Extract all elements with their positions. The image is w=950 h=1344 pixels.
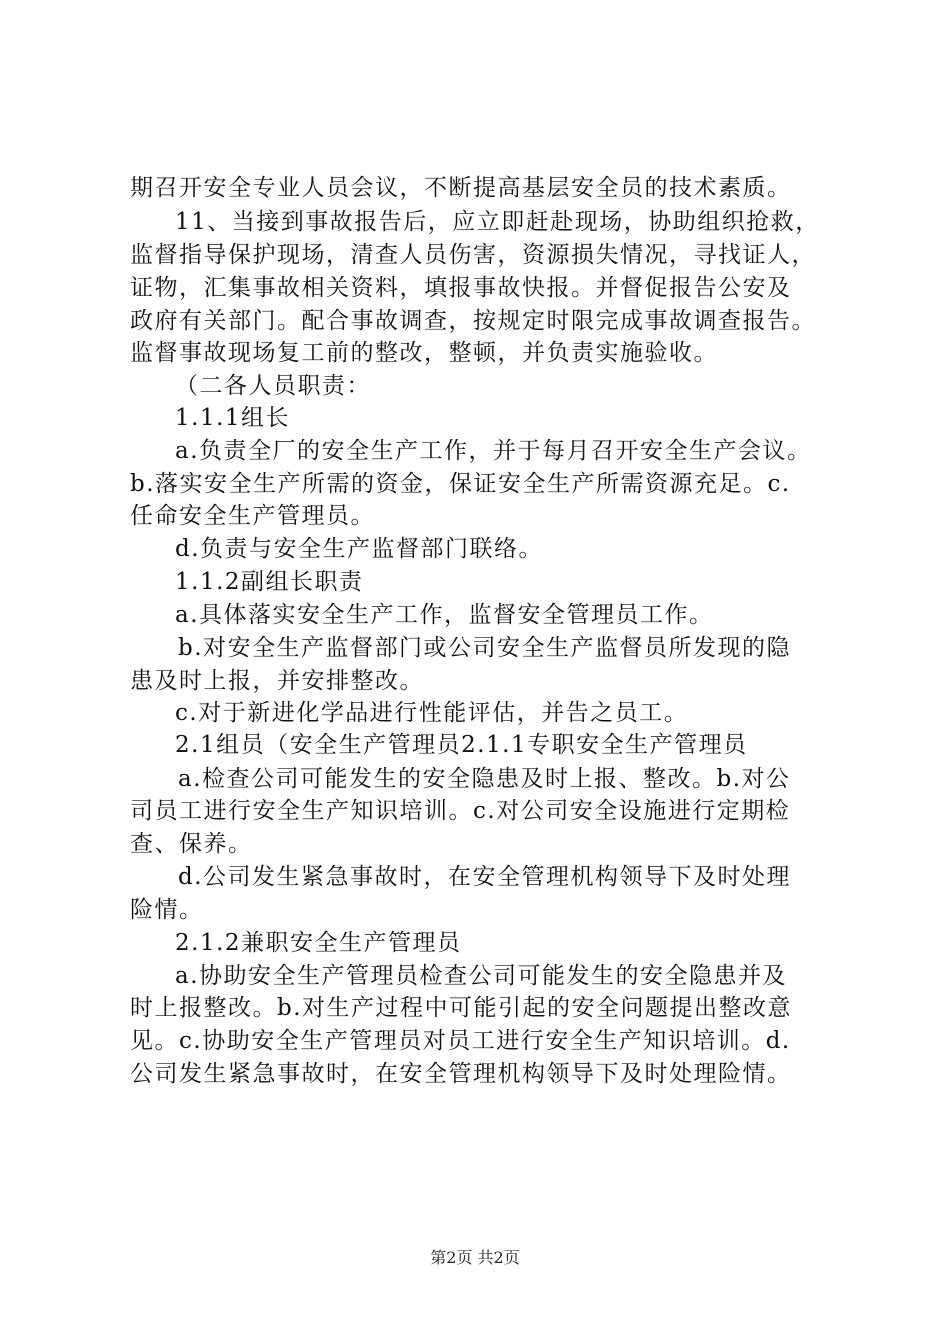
text-line: a.检查公司可能发生的安全隐患及时上报、整改。b.对公 [178,766,791,792]
text-line: b.落实安全生产所需的资金，保证安全生产所需资源充足。c. [130,471,791,497]
subsection-heading: 1.1.1组长 [175,405,291,431]
text-line: d.负责与安全生产监督部门联络。 [175,536,544,562]
section-heading: （二各人员职责： [175,373,371,399]
text-line: 期召开安全专业人员会议，不断提高基层安全员的技术素质。 [130,175,792,201]
text-line: b.对安全生产监督部门或公司安全生产监督员所发现的隐 [178,635,792,661]
subsection-heading: 1.1.2副组长职责 [175,569,364,595]
text-line: 监督指导保护现场，清查人员伤害，资源损失情况，寻找证人， [130,242,816,268]
text-line: 监督事故现场复工前的整改，整顿，并负责实施验收。 [130,340,718,366]
text-line: 见。c.协助安全生产管理员对员工进行安全生产知识培训。d. [130,1028,791,1054]
text-line: 查、保养。 [130,831,253,857]
text-line: 公司发生紧急事故时，在安全管理机构领导下及时处理险情。 [130,1061,792,1087]
subsection-heading: 2.1.2兼职安全生产管理员 [175,930,462,956]
text-line: 司员工进行安全生产知识培训。c.对公司安全设施进行定期检 [130,798,791,824]
text-line: 11、当接到事故报告后，应立即赶赴现场，协助组织抢救， [175,209,820,235]
text-line: d.公司发生紧急事故时，在安全管理机构领导下及时处理 [178,864,792,890]
text-line: c.对于新进化学品进行性能评估，并告之员工。 [175,700,689,726]
text-line: 任命安全生产管理员。 [130,503,375,529]
text-line: a.负责全厂的安全生产工作，并于每月召开安全生产会议。 [175,438,812,464]
text-line: 险情。 [130,897,204,923]
text-line: 证物，汇集事故相关资料，填报事故快报。并督促报告公安及 [130,275,792,301]
text-line: a.具体落实安全生产工作，监督安全管理员工作。 [175,602,714,628]
page-number-footer: 第2页 共2页 [430,1248,520,1267]
subsection-heading: 2.1组员（安全生产管理员2.1.1专职安全生产管理员 [175,732,748,758]
text-line: 患及时上报，并安排整改。 [130,668,424,694]
text-line: a.协助安全生产管理员检查公司可能发生的安全隐患并及 [175,963,788,989]
text-line: 时上报整改。b.对生产过程中可能引起的安全问题提出整改意 [130,995,793,1021]
text-line: 政府有关部门。配合事故调查，按规定时限完成事故调查报告。 [130,308,816,334]
